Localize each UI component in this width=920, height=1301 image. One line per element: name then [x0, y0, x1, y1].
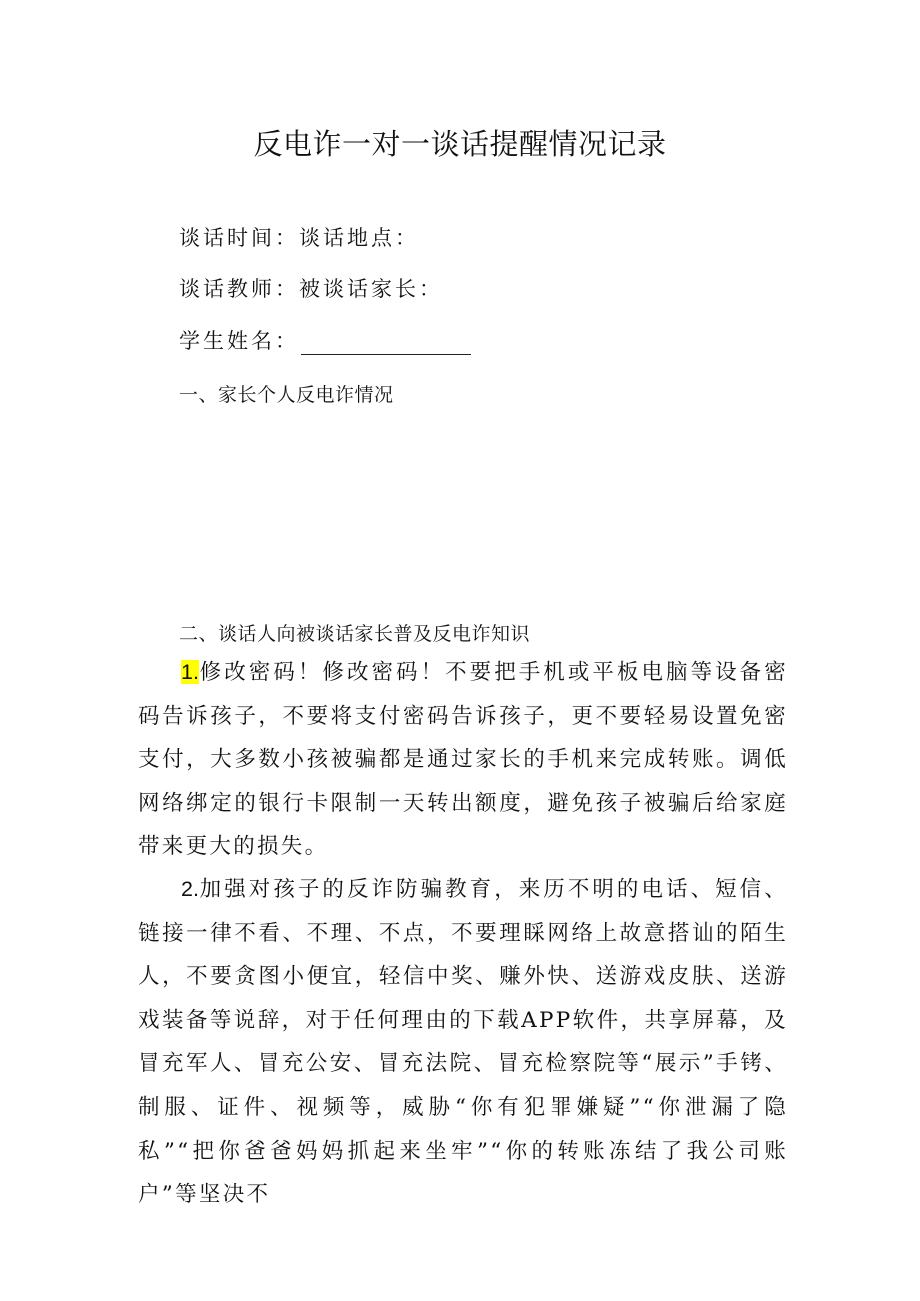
section-1-heading: 一、家长个人反电诈情况: [179, 384, 394, 406]
document-title: 反电诈一对一谈话提醒情况记录: [253, 127, 667, 161]
paragraph-1-number: 1.: [181, 660, 199, 684]
meta-student-name: [179, 325, 471, 355]
paragraph-2-number: 2.: [181, 877, 199, 901]
student-name-blank: [301, 332, 471, 355]
meta-time-location: 谈话时间：谈话地点：: [179, 226, 419, 250]
meta-teacher-parent: 谈话教师：被谈话家长：: [179, 277, 443, 301]
paragraph-2: [138, 868, 788, 1217]
paragraph-1-text: 修改密码！修改密码！不要把手机或平板电脑等设备密码告诉孩子，不要将支付密码告诉孩子，更不要轻易设置免密支付，大多数小孩被骗都是通过家长的手机来完成转账。调低网络绑定的银行卡限制一天转出额度，避免孩子被骗后给家庭带来更大的损失。: [138, 660, 788, 860]
paragraph-1: [138, 651, 788, 869]
student-name-label: 学生姓名：: [179, 329, 299, 353]
paragraph-2-text: 加强对孩子的反诈防骗教育，来历不明的电话、短信、链接一律不看、不理、不点，不要理睬网络上故意搭讪的陌生人，不要贪图小便宜，轻信中奖、赚外快、送游戏皮肤、送游戏装备等说辞，对于任何理由的下载APP软件，共享屏幕，及冒充军人、冒充公安、冒充法院、冒充检察院等“展示”手铐、制服、证件、视频等，威胁“你有犯罪嫌疑”“你泄漏了隐私”“把你爸爸妈妈抓起来坐牢”“你的转账冻结了我公司账户”等坚决不: [138, 877, 788, 1208]
section-2-heading: 二、谈话人向被谈话家长普及反电诈知识: [179, 623, 531, 645]
